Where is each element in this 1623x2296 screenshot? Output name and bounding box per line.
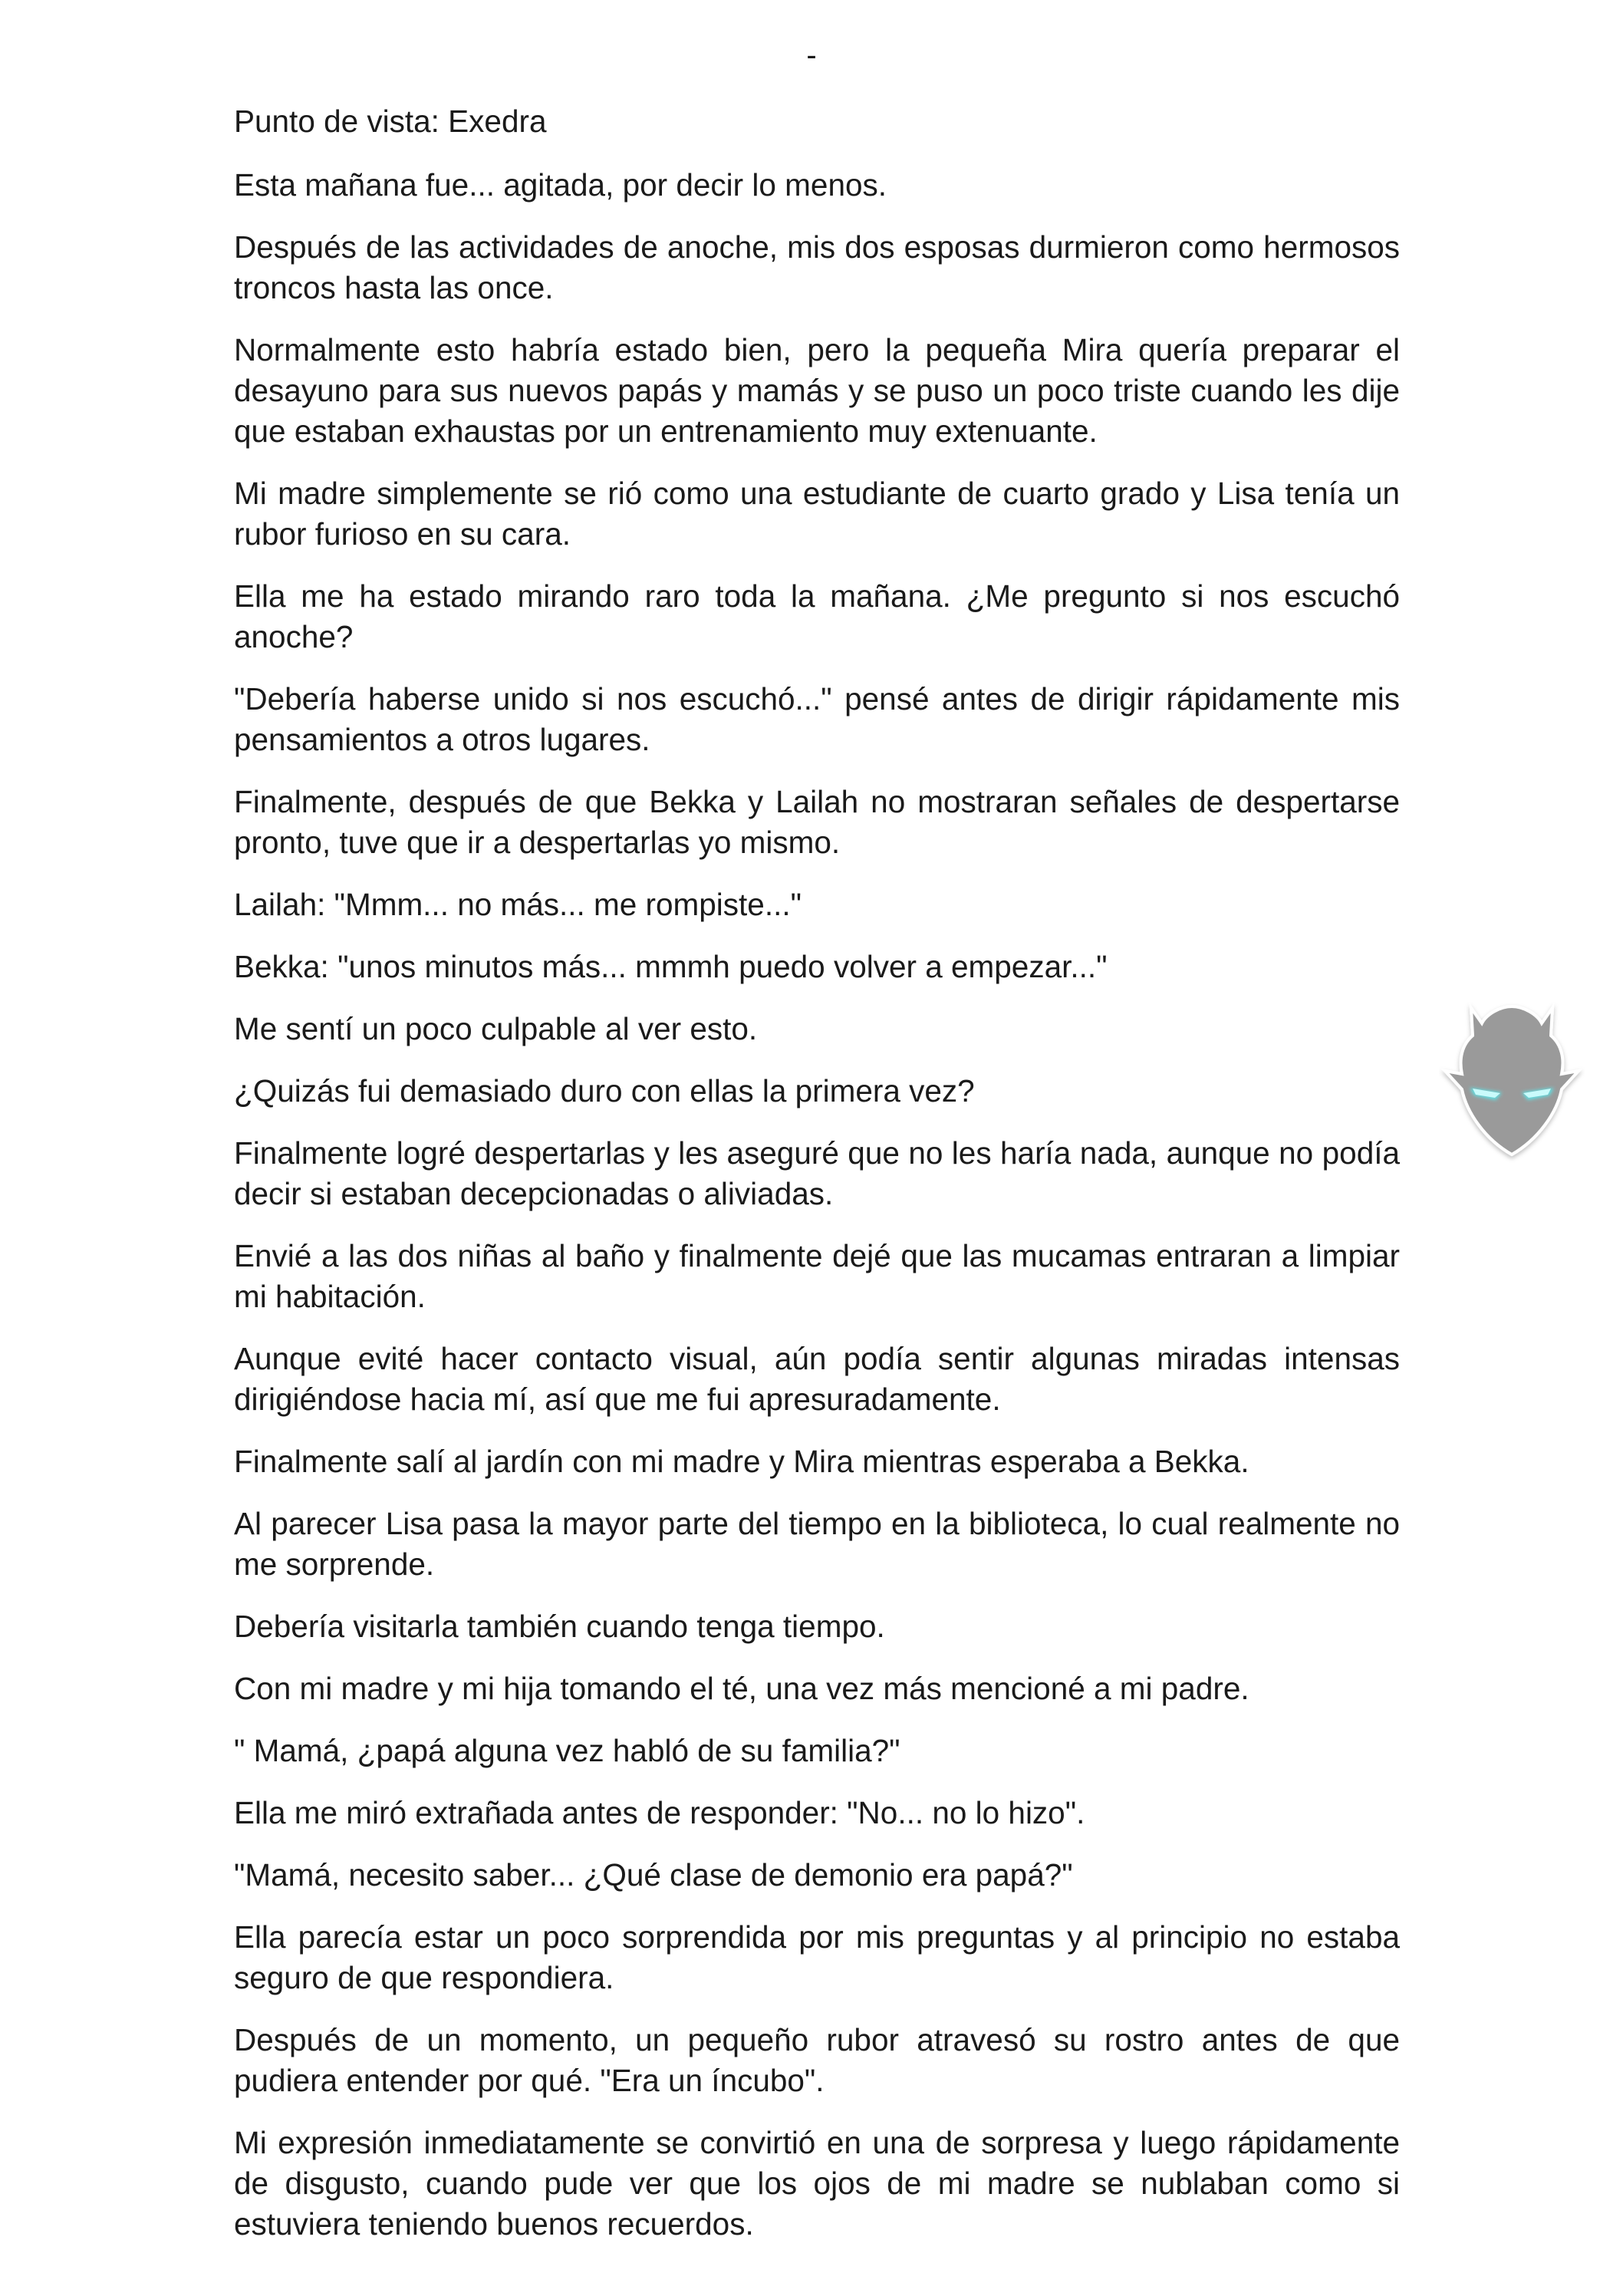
paragraph: Bekka: "unos minutos más... mmmh puedo volver a empezar..." (234, 949, 1108, 984)
paragraph: Debería visitarla también cuando tenga tiempo. (234, 1609, 885, 1644)
page-header-mark: - (806, 38, 817, 72)
paragraph: Finalmente salí al jardín con mi madre y Mira mientras esperaba a Bekka. (234, 1444, 1249, 1479)
paragraph: Con mi madre y mi hija tomando el té, una vez más mencioné a mi padre. (234, 1671, 1249, 1706)
paragraph: ¿Quizás fui demasiado duro con ellas la primera vez? (234, 1073, 975, 1108)
paragraph: Ella me miró extrañada antes de responder: "No... no lo hizo". (234, 1795, 1085, 1830)
paragraph: Después de un momento, un pequeño rubor atravesó su rostro antes de que pudiera entender por qué. "Era un íncubo". (234, 2022, 1400, 2098)
paragraph: "Mamá, necesito saber... ¿Qué clase de demonio era papá?" (234, 1857, 1073, 1892)
paragraph: Me sentí un poco culpable al ver esto. (234, 1011, 758, 1046)
paragraph: Ella me ha estado mirando raro toda la mañana. ¿Me pregunto si nos escuchó anoche? (234, 578, 1400, 654)
paragraph: Mi expresión inmediatamente se convirtió en una de sorpresa y luego rápidamente de disgusto, cuando pude ver que los ojos de mi madre se nublaban como si estuviera teniendo buenos recuerdos. (234, 2125, 1400, 2242)
paragraph: "Debería haberse unido si nos escuchó..." pensé antes de dirigir rápidamente mis pensamientos a otros lugares. (234, 681, 1400, 757)
paragraph-pov: Punto de vista: Exedra (234, 104, 547, 139)
paragraph: Después de las actividades de anoche, mis dos esposas durmieron como hermosos troncos hasta las once. (234, 229, 1400, 305)
paragraph: Finalmente logré despertarlas y les aseguré que no les haría nada, aunque no podía decir si estaban decepcionadas o aliviadas. (234, 1135, 1400, 1211)
demon-mask-icon (1439, 997, 1585, 1166)
demon-head-shape (1445, 1006, 1579, 1155)
paragraph: Mi madre simplemente se rió como una estudiante de cuarto grado y Lisa tenía un rubor furioso en su cara. (234, 476, 1400, 552)
paragraph: Ella parecía estar un poco sorprendida por mis preguntas y al principio no estaba seguro de que respondiera. (234, 1919, 1400, 1995)
paragraph: " Mamá, ¿papá alguna vez habló de su familia?" (234, 1733, 900, 1768)
document-body (234, 101, 1400, 2266)
paragraph: Aunque evité hacer contacto visual, aún podía sentir algunas miradas intensas dirigiéndose hacia mí, así que me fui apresuradamente. (234, 1341, 1400, 1417)
paragraph: Lailah: "Mmm... no más... me rompiste..." (234, 887, 802, 922)
paragraph: Al parecer Lisa pasa la mayor parte del tiempo en la biblioteca, lo cual realmente no me sorprende. (234, 1506, 1400, 1582)
paragraph: Finalmente, después de que Bekka y Lailah no mostraran señales de despertarse pronto, tuve que ir a despertarlas yo mismo. (234, 784, 1400, 860)
paragraph: Esta mañana fue... agitada, por decir lo menos. (234, 167, 887, 203)
paragraph: Normalmente esto habría estado bien, pero la pequeña Mira quería preparar el desayuno para sus nuevos papás y mamás y se puso un poco triste cuando les dije que estaban exhaustas por un entrenamiento muy extenuante. (234, 332, 1400, 449)
paragraph: Envié a las dos niñas al baño y finalmente dejé que las mucamas entraran a limpiar mi habitación. (234, 1238, 1400, 1314)
